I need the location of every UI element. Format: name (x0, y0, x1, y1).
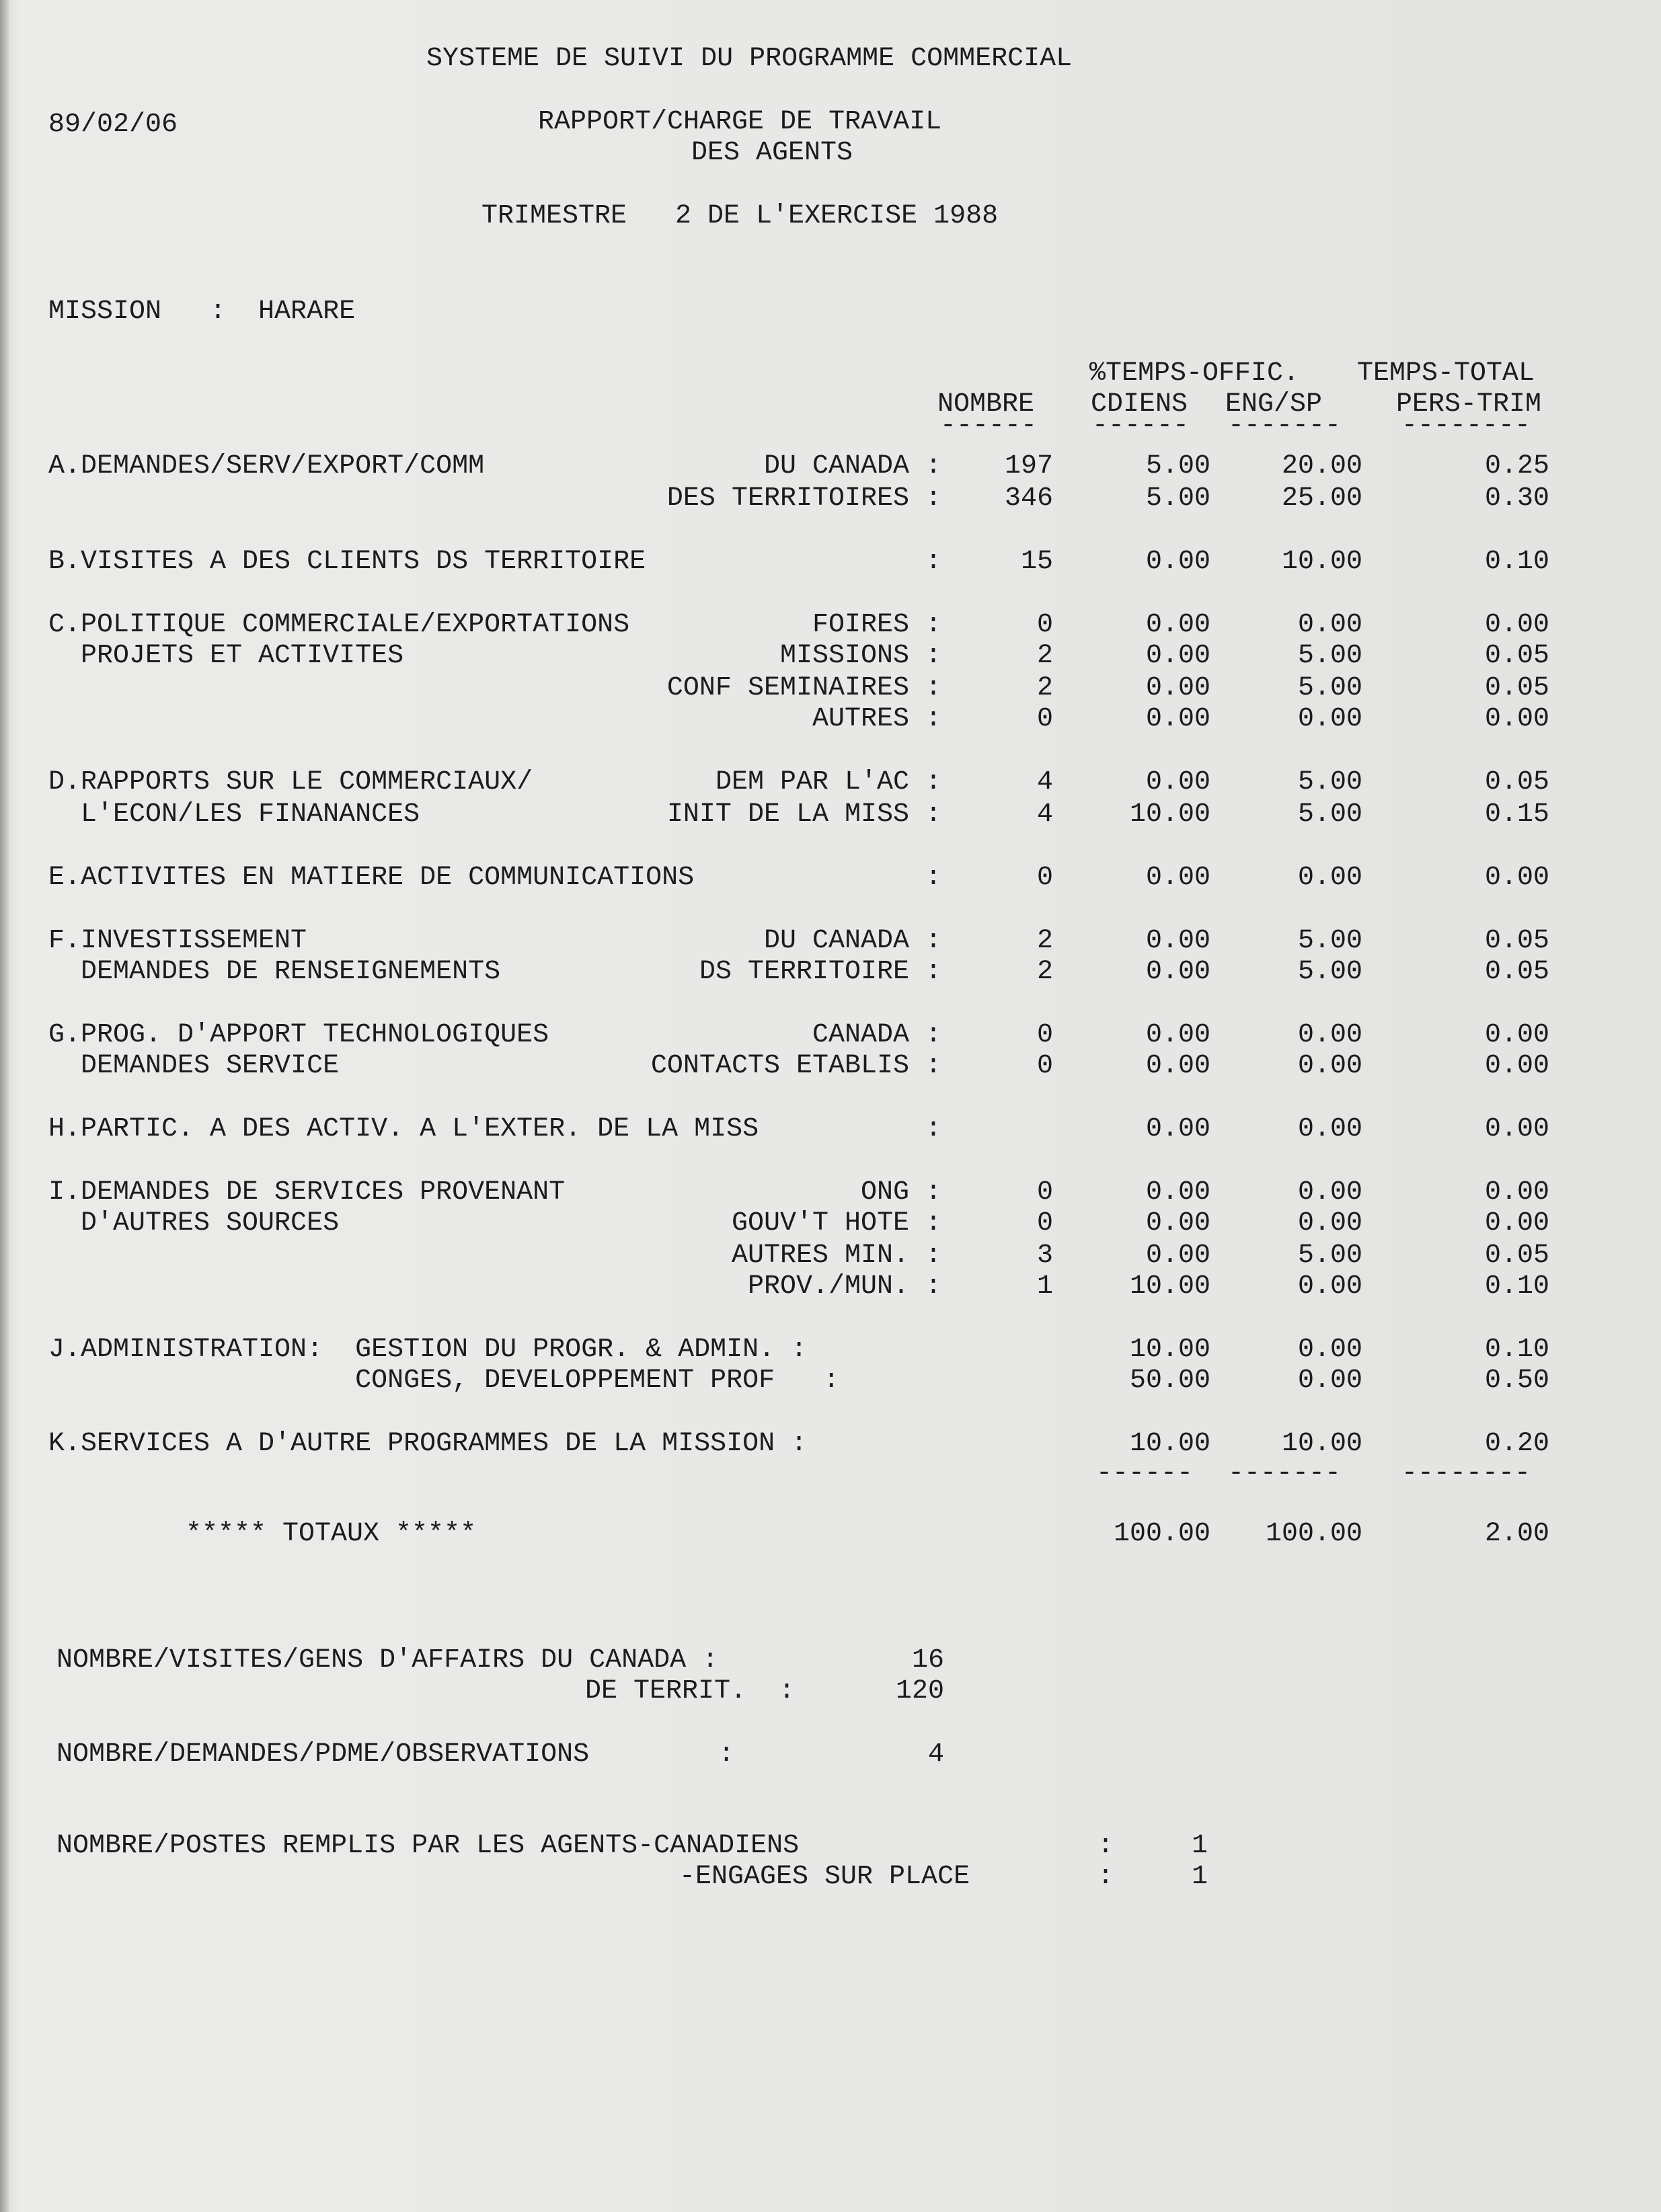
row-nombre: 0 (1036, 1020, 1053, 1050)
row-perstrim: 0.05 (1484, 673, 1549, 703)
row-engsp: 0.00 (1297, 1051, 1362, 1081)
row-cdiens: 0.00 (1145, 1240, 1210, 1271)
row-nombre: 4 (1036, 767, 1053, 797)
row-cdiens: 0.00 (1145, 957, 1210, 987)
footer-postes-canadiens-colon: : (1097, 1831, 1114, 1861)
row-sublabel: DU CANADA : (763, 451, 941, 481)
row-nombre: 0 (1036, 863, 1053, 893)
row-engsp: 0.00 (1297, 863, 1362, 893)
row-nombre: 2 (1036, 926, 1053, 956)
row-engsp: 5.00 (1297, 926, 1362, 956)
totals-underline-engsp: ------- (1228, 1458, 1342, 1489)
system-title: SYSTEME DE SUIVI DU PROGRAMME COMMERCIAL (426, 44, 1073, 74)
row-cdiens: 0.00 (1145, 1051, 1210, 1081)
row-label: F.INVESTISSEMENT (48, 926, 307, 956)
col-header-perstrim: PERS-TRIM (1396, 389, 1542, 420)
row-sublabel: ONG : (860, 1177, 941, 1208)
row-label: E.ACTIVITES EN MATIERE DE COMMUNICATIONS (48, 863, 695, 893)
row-cdiens: 5.00 (1145, 483, 1210, 514)
footer-demandes: NOMBRE/DEMANDES/PDME/OBSERVATIONS : (56, 1739, 735, 1770)
row-sublabel: DS TERRITOIRE : (699, 957, 941, 987)
row-label: H.PARTIC. A DES ACTIV. A L'EXTER. DE LA MISS (48, 1114, 759, 1144)
totals-underline-cdiens: ------ (1096, 1458, 1194, 1489)
row-nombre: 0 (1036, 610, 1053, 640)
row-sublabel: CONTACTS ETABLIS : (650, 1051, 941, 1081)
row-engsp: 0.00 (1297, 1366, 1362, 1396)
row-perstrim: 0.15 (1484, 799, 1549, 830)
row-engsp: 5.00 (1297, 957, 1362, 987)
row-cdiens: 0.00 (1145, 926, 1210, 956)
row-nombre: 0 (1036, 704, 1053, 734)
row-perstrim: 0.20 (1484, 1429, 1549, 1459)
footer-visites-canada: NOMBRE/VISITES/GENS D'AFFAIRS DU CANADA : (56, 1645, 719, 1675)
row-label: G.PROG. D'APPORT TECHNOLOGIQUES (48, 1020, 549, 1050)
row-perstrim: 0.50 (1484, 1366, 1549, 1396)
row-cdiens: 0.00 (1145, 610, 1210, 640)
row-engsp: 10.00 (1281, 547, 1362, 577)
row-label: DEMANDES DE RENSEIGNEMENTS (48, 957, 501, 987)
row-perstrim: 0.30 (1484, 483, 1549, 514)
row-sublabel: AUTRES : (812, 704, 941, 734)
row-nombre: 2 (1036, 957, 1053, 987)
row-nombre: 197 (1004, 451, 1053, 481)
row-perstrim: 0.10 (1484, 547, 1549, 577)
row-perstrim: 0.10 (1484, 1271, 1549, 1302)
footer-postes-canadiens: NOMBRE/POSTES REMPLIS PAR LES AGENTS-CANADIENS (56, 1831, 800, 1861)
row-engsp: 5.00 (1297, 673, 1362, 703)
row-sublabel: : (925, 547, 941, 577)
row-perstrim: 0.25 (1484, 451, 1549, 481)
row-nombre: 0 (1036, 1208, 1053, 1238)
row-sublabel: MISSIONS : (779, 641, 941, 671)
row-nombre: 1 (1036, 1271, 1053, 1302)
row-cdiens: 0.00 (1145, 1208, 1210, 1238)
row-nombre: 0 (1036, 1177, 1053, 1208)
row-label: I.DEMANDES DE SERVICES PROVENANT (48, 1177, 566, 1208)
row-engsp: 5.00 (1297, 1240, 1362, 1271)
row-cdiens: 0.00 (1145, 1114, 1210, 1144)
row-label: A.DEMANDES/SERV/EXPORT/COMM (48, 451, 485, 481)
row-cdiens: 50.00 (1129, 1366, 1210, 1396)
row-sublabel: FOIRES : (812, 610, 941, 640)
totals-engsp: 100.00 (1265, 1519, 1362, 1549)
col-header-temps-total: TEMPS-TOTAL (1357, 358, 1535, 389)
report-title-line1: RAPPORT/CHARGE DE TRAVAIL (538, 107, 942, 137)
row-nombre: 0 (1036, 1051, 1053, 1081)
row-label: C.POLITIQUE COMMERCIALE/EXPORTATIONS (48, 610, 630, 640)
row-cdiens: 10.00 (1129, 1271, 1210, 1302)
row-perstrim: 0.10 (1484, 1335, 1549, 1365)
report-period: TRIMESTRE 2 DE L'EXERCISE 1988 (481, 201, 999, 231)
row-perstrim: 0.05 (1484, 926, 1549, 956)
footer-visites-territ: DE TERRIT. : (585, 1676, 796, 1706)
col-underline-cdiens: ------ (1092, 411, 1190, 441)
row-engsp: 0.00 (1297, 1208, 1362, 1238)
row-sublabel: GOUV'T HOTE : (731, 1208, 941, 1238)
row-engsp: 20.00 (1281, 451, 1362, 481)
footer-postes-place: -ENGAGES SUR PLACE (679, 1862, 970, 1892)
row-sublabel: INIT DE LA MISS : (666, 799, 941, 830)
row-perstrim: 0.05 (1484, 767, 1549, 797)
row-label: J.ADMINISTRATION: GESTION DU PROGR. & ADMIN. : (48, 1335, 808, 1365)
row-engsp: 0.00 (1297, 610, 1362, 640)
row-sublabel: DU CANADA : (763, 926, 941, 956)
row-cdiens: 10.00 (1129, 1429, 1210, 1459)
row-engsp: 10.00 (1281, 1429, 1362, 1459)
row-cdiens: 0.00 (1145, 704, 1210, 734)
row-engsp: 0.00 (1297, 704, 1362, 734)
col-underline-engsp: ------- (1228, 411, 1342, 441)
row-engsp: 5.00 (1297, 767, 1362, 797)
footer-postes-place-colon: : (1097, 1862, 1114, 1892)
row-perstrim: 0.05 (1484, 1240, 1549, 1271)
totals-underline-perstrim: -------- (1401, 1458, 1531, 1489)
row-engsp: 0.00 (1297, 1020, 1362, 1050)
footer-demandes-value: 4 (927, 1739, 944, 1770)
row-nombre: 346 (1004, 483, 1053, 514)
page-edge (0, 0, 9, 2212)
row-perstrim: 0.00 (1484, 1020, 1549, 1050)
row-perstrim: 0.00 (1484, 863, 1549, 893)
row-engsp: 0.00 (1297, 1177, 1362, 1208)
row-cdiens: 0.00 (1145, 641, 1210, 671)
row-nombre: 2 (1036, 641, 1053, 671)
footer-postes-place-value: 1 (1191, 1862, 1208, 1892)
row-cdiens: 0.00 (1145, 863, 1210, 893)
row-nombre: 3 (1036, 1240, 1053, 1271)
row-engsp: 0.00 (1297, 1335, 1362, 1365)
row-engsp: 25.00 (1281, 483, 1362, 514)
row-nombre: 4 (1036, 799, 1053, 830)
row-sublabel: CONF SEMINAIRES : (666, 673, 941, 703)
row-engsp: 5.00 (1297, 641, 1362, 671)
report-date: 89/02/06 (48, 110, 178, 140)
row-sublabel: PROV./MUN. : (747, 1271, 941, 1302)
row-nombre: 2 (1036, 673, 1053, 703)
row-label: B.VISITES A DES CLIENTS DS TERRITOIRE (48, 547, 646, 577)
totals-perstrim: 2.00 (1484, 1519, 1549, 1549)
row-perstrim: 0.05 (1484, 957, 1549, 987)
row-cdiens: 5.00 (1145, 451, 1210, 481)
row-label: L'ECON/LES FINANANCES (48, 799, 420, 830)
row-cdiens: 0.00 (1145, 1177, 1210, 1208)
row-cdiens: 0.00 (1145, 767, 1210, 797)
report-title-line2: DES AGENTS (691, 138, 853, 168)
row-label: CONGES, DEVELOPPEMENT PROF : (48, 1366, 840, 1396)
row-perstrim: 0.00 (1484, 1051, 1549, 1081)
row-sublabel: CANADA : (812, 1020, 941, 1050)
row-label: K.SERVICES A D'AUTRE PROGRAMMES DE LA MISSION : (48, 1429, 808, 1459)
footer-visites-territ-value: 120 (895, 1676, 944, 1706)
row-sublabel: : (925, 863, 941, 893)
row-perstrim: 0.00 (1484, 1114, 1549, 1144)
row-perstrim: 0.05 (1484, 641, 1549, 671)
mission-label: MISSION : HARARE (48, 297, 356, 327)
row-cdiens: 0.00 (1145, 1020, 1210, 1050)
row-perstrim: 0.00 (1484, 610, 1549, 640)
row-cdiens: 10.00 (1129, 1335, 1210, 1365)
col-header-cdiens: CDIENS (1091, 389, 1188, 420)
row-perstrim: 0.00 (1484, 704, 1549, 734)
row-engsp: 5.00 (1297, 799, 1362, 830)
row-sublabel: : (925, 1114, 941, 1144)
row-sublabel: DEM PAR L'AC : (715, 767, 941, 797)
row-engsp: 0.00 (1297, 1114, 1362, 1144)
footer-postes-canadiens-value: 1 (1191, 1831, 1208, 1861)
row-cdiens: 10.00 (1129, 799, 1210, 830)
col-underline-perstrim: -------- (1401, 411, 1531, 441)
col-header-nombre: NOMBRE (937, 389, 1035, 420)
row-label: PROJETS ET ACTIVITES (48, 641, 404, 671)
col-header-temps-offic: %TEMPS-OFFIC. (1089, 358, 1300, 389)
row-cdiens: 0.00 (1145, 673, 1210, 703)
row-sublabel: DES TERRITOIRES : (666, 483, 941, 514)
totals-label: ***** TOTAUX ***** (186, 1519, 477, 1549)
row-cdiens: 0.00 (1145, 547, 1210, 577)
row-engsp: 0.00 (1297, 1271, 1362, 1302)
row-perstrim: 0.00 (1484, 1177, 1549, 1208)
row-label: D.RAPPORTS SUR LE COMMERCIAUX/ (48, 767, 533, 797)
row-label: D'AUTRES SOURCES (48, 1208, 340, 1238)
row-nombre: 15 (1020, 547, 1053, 577)
row-sublabel: AUTRES MIN. : (731, 1240, 941, 1271)
row-label: DEMANDES SERVICE (48, 1051, 340, 1081)
totals-cdiens: 100.00 (1113, 1519, 1210, 1549)
col-header-engsp: ENG/SP (1225, 389, 1323, 420)
footer-visites-canada-value: 16 (911, 1645, 944, 1675)
col-underline-nombre: ------ (940, 411, 1038, 441)
row-perstrim: 0.00 (1484, 1208, 1549, 1238)
